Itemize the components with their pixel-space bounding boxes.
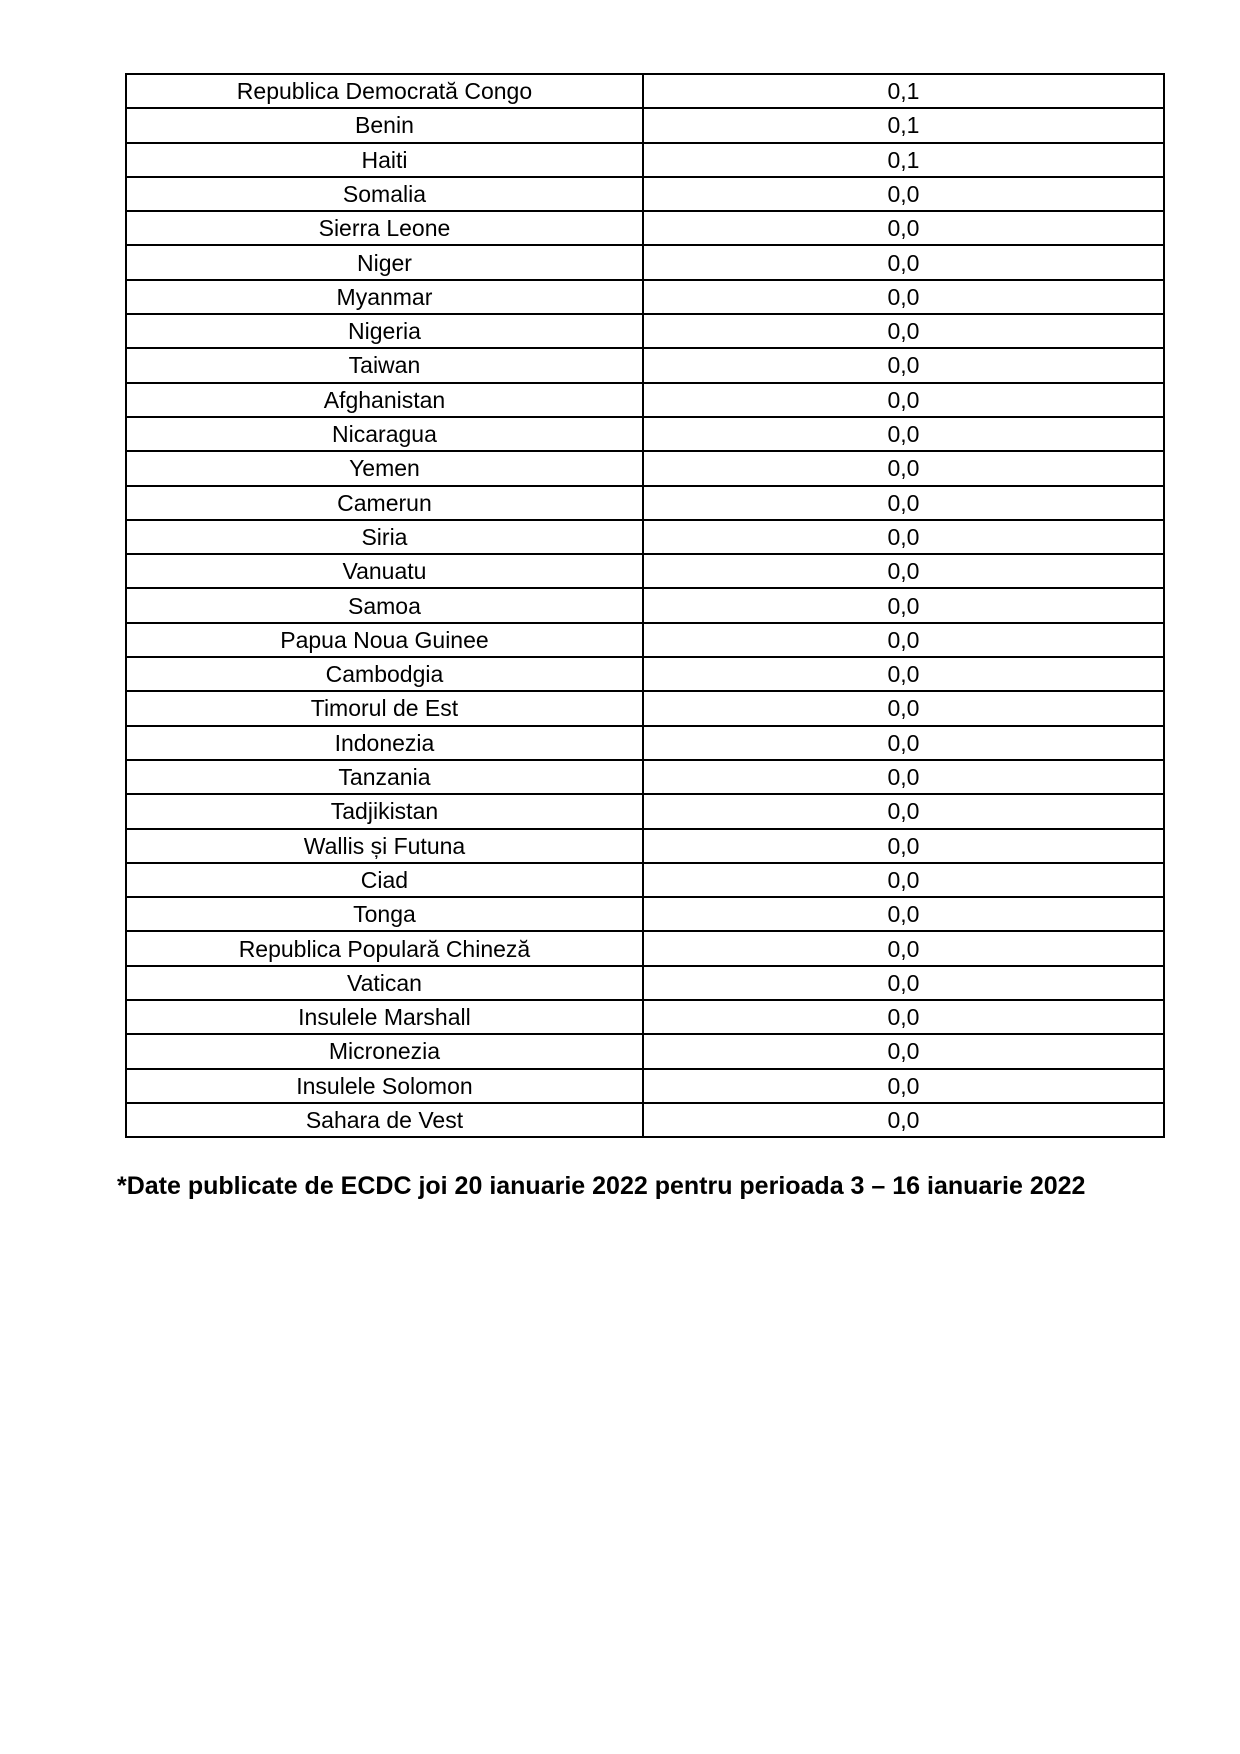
table-row [126, 211, 1164, 245]
table-row [126, 451, 1164, 485]
table-row [126, 177, 1164, 211]
value-cell: 0,0 [643, 417, 1164, 451]
value-cell: 0,0 [643, 897, 1164, 931]
value-cell: 0,0 [643, 657, 1164, 691]
country-cell: Indonezia [126, 726, 643, 760]
country-cell: Afghanistan [126, 383, 643, 417]
country-cell: Somalia [126, 177, 643, 211]
value-cell: 0,0 [643, 1069, 1164, 1103]
value-cell: 0,1 [643, 74, 1164, 108]
table-row [126, 794, 1164, 828]
ecdc-footnote: *Date publicate de ECDC joi 20 ianuarie 2022 pentru perioada 3 – 16 ianuarie 2022 [117, 1172, 1086, 1200]
country-cell: Camerun [126, 486, 643, 520]
country-cell: Tonga [126, 897, 643, 931]
value-cell: 0,0 [643, 829, 1164, 863]
value-cell: 0,0 [643, 794, 1164, 828]
country-cell: Republica Democrată Congo [126, 74, 643, 108]
value-cell: 0,0 [643, 726, 1164, 760]
country-cell: Myanmar [126, 280, 643, 314]
country-cell: Taiwan [126, 348, 643, 382]
country-cell: Siria [126, 520, 643, 554]
country-cell: Sahara de Vest [126, 1103, 643, 1137]
table-row [126, 863, 1164, 897]
value-cell: 0,0 [643, 520, 1164, 554]
table-row [126, 657, 1164, 691]
table-row [126, 383, 1164, 417]
table-row [126, 348, 1164, 382]
table-row [126, 829, 1164, 863]
country-cell: Micronezia [126, 1034, 643, 1068]
value-cell: 0,0 [643, 760, 1164, 794]
value-cell: 0,0 [643, 451, 1164, 485]
value-cell: 0,0 [643, 966, 1164, 1000]
table-row [126, 588, 1164, 622]
value-cell: 0,0 [643, 280, 1164, 314]
country-cell: Cambodgia [126, 657, 643, 691]
value-cell: 0,0 [643, 348, 1164, 382]
country-cell: Republica Populară Chineză [126, 931, 643, 965]
table-row [126, 1103, 1164, 1137]
value-cell: 0,0 [643, 245, 1164, 279]
table-row [126, 108, 1164, 142]
country-cell: Benin [126, 108, 643, 142]
country-cell: Haiti [126, 143, 643, 177]
table-row [126, 1034, 1164, 1068]
table-row [126, 760, 1164, 794]
value-cell: 0,0 [643, 1034, 1164, 1068]
country-cell: Sierra Leone [126, 211, 643, 245]
value-cell: 0,0 [643, 691, 1164, 725]
table-row [126, 623, 1164, 657]
value-cell: 0,0 [643, 1000, 1164, 1034]
value-cell: 0,0 [643, 314, 1164, 348]
country-cell: Yemen [126, 451, 643, 485]
country-cell: Insulele Solomon [126, 1069, 643, 1103]
country-cell: Vatican [126, 966, 643, 1000]
country-cell: Timorul de Est [126, 691, 643, 725]
table-row [126, 417, 1164, 451]
country-cell: Ciad [126, 863, 643, 897]
country-cell: Tadjikistan [126, 794, 643, 828]
value-cell: 0,0 [643, 863, 1164, 897]
country-incidence-table [125, 73, 1165, 1138]
table-row [126, 897, 1164, 931]
table-row [126, 143, 1164, 177]
country-cell: Insulele Marshall [126, 1000, 643, 1034]
table-row [126, 486, 1164, 520]
country-cell: Tanzania [126, 760, 643, 794]
country-cell: Vanuatu [126, 554, 643, 588]
table-row [126, 1069, 1164, 1103]
table-row [126, 726, 1164, 760]
value-cell: 0,0 [643, 554, 1164, 588]
country-cell: Niger [126, 245, 643, 279]
table-row [126, 280, 1164, 314]
value-cell: 0,1 [643, 108, 1164, 142]
table-row [126, 554, 1164, 588]
table-row [126, 1000, 1164, 1034]
value-cell: 0,0 [643, 623, 1164, 657]
country-cell: Papua Noua Guinee [126, 623, 643, 657]
table-row [126, 931, 1164, 965]
value-cell: 0,0 [643, 486, 1164, 520]
table-row [126, 966, 1164, 1000]
country-cell: Nicaragua [126, 417, 643, 451]
value-cell: 0,0 [643, 177, 1164, 211]
country-cell: Samoa [126, 588, 643, 622]
table-row [126, 245, 1164, 279]
country-cell: Nigeria [126, 314, 643, 348]
table-row [126, 314, 1164, 348]
table-row [126, 691, 1164, 725]
value-cell: 0,1 [643, 143, 1164, 177]
value-cell: 0,0 [643, 931, 1164, 965]
value-cell: 0,0 [643, 588, 1164, 622]
value-cell: 0,0 [643, 211, 1164, 245]
country-cell: Wallis și Futuna [126, 829, 643, 863]
country-table-body [126, 74, 1164, 1137]
table-row [126, 520, 1164, 554]
table-row [126, 74, 1164, 108]
value-cell: 0,0 [643, 383, 1164, 417]
value-cell: 0,0 [643, 1103, 1164, 1137]
